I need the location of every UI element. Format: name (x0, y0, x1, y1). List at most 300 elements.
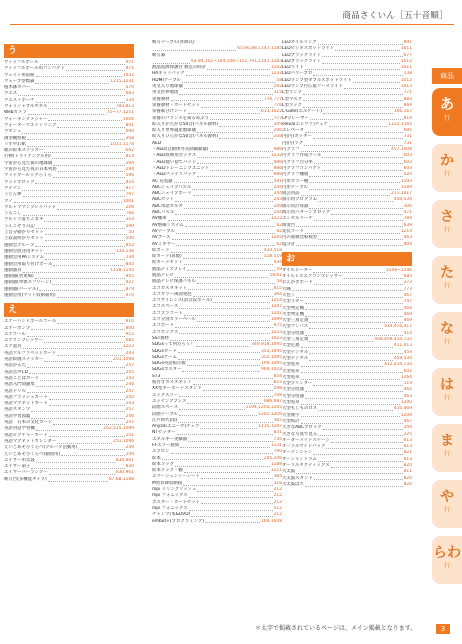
entry-name: 演示用計算器 (282, 203, 309, 209)
entry-pages: 247 (125, 363, 134, 369)
entry-pages: 520 (403, 172, 412, 178)
dot-leader (61, 455, 124, 456)
entry-pages: 364 (273, 291, 282, 297)
dot-leader (175, 277, 269, 278)
dot-leader (197, 157, 270, 158)
dot-leader (331, 467, 403, 468)
index-entry (4, 477, 134, 483)
entry-name: ウォッシャブルタオル (4, 104, 48, 110)
dot-leader (197, 491, 272, 492)
entry-pages: 915 (125, 331, 134, 337)
kana-tab[interactable] (432, 368, 462, 416)
dot-leader (36, 462, 115, 463)
dot-leader (57, 443, 112, 444)
dot-leader (45, 240, 125, 241)
kana-tab-suffix: 行 (443, 507, 450, 514)
entry-name: 運動器(更迷場) (4, 274, 34, 280)
kana-tab[interactable] (432, 312, 462, 360)
entry-name: 栄養教材・カードセット (152, 102, 201, 108)
dot-leader (179, 415, 257, 416)
entry-name: L型マスク (282, 96, 303, 102)
entry-pages: 469 (403, 318, 412, 324)
entry-name: AV整線システム (152, 222, 184, 228)
entry-pages: 59 (276, 266, 282, 272)
dot-leader (176, 233, 276, 234)
dot-leader (153, 63, 190, 64)
entry-name: 大きな写真で見る (282, 431, 318, 437)
entry-name: ・AED(自動体外式除細動器) (152, 147, 209, 153)
entry-pages: 245 (125, 394, 134, 400)
entry-pages: 969,1018 (261, 367, 282, 373)
entry-pages: 1204 (400, 412, 412, 418)
kana-tab[interactable] (432, 536, 462, 584)
dot-leader (188, 441, 272, 442)
entry-name: ST3 (152, 373, 161, 379)
entry-name: ウッドブロック (4, 179, 35, 185)
entry-name: AED (152, 140, 162, 146)
dot-leader (305, 69, 400, 70)
entry-name: 円形テーブル (282, 184, 308, 190)
entry-pages: 1205 (270, 235, 282, 241)
entry-name: 絵カード(算数) (152, 254, 182, 260)
entry-name: エンゼルリーチ (282, 216, 313, 222)
kana-tab[interactable] (432, 256, 462, 304)
entry-pages: 353 (125, 217, 134, 223)
entry-pages: 249 (273, 203, 282, 209)
entry-pages: 1135,1197 (258, 424, 282, 430)
dot-leader (197, 163, 272, 164)
entry-name: 円グラフ作成ツール (282, 153, 322, 159)
kana-tab[interactable] (432, 480, 462, 528)
entry-name: 英文世界地図 (152, 90, 179, 96)
dot-leader (193, 296, 273, 297)
entry-name: 大きなABCブロック (282, 425, 322, 431)
entry-pages: 819 (403, 115, 412, 121)
dot-leader (179, 409, 245, 410)
entry-name: エイサー用太鼓 (4, 457, 35, 463)
dot-leader (318, 239, 402, 240)
entry-name: 大型電卓 (282, 374, 300, 380)
entry-name: うどん棒 (4, 192, 22, 198)
entry-name: 映写テーブル(昇降式) (152, 40, 195, 45)
kana-tab[interactable] (432, 200, 462, 248)
entry-name: SDGsポスター (152, 367, 182, 373)
dot-leader (314, 220, 403, 221)
entry-name: embot+(プログラミング) (152, 518, 204, 524)
dot-leader (301, 423, 403, 424)
entry-pages: 642 (125, 148, 134, 154)
entry-name: Anyza(エニーザ)チェア (152, 424, 200, 430)
dot-leader (48, 481, 108, 482)
entry-name: 英語学習図鑑 (4, 413, 31, 419)
dot-leader (193, 195, 273, 196)
entry-name: SST教材 (152, 335, 170, 341)
entry-name: 英文入り地球儀 (152, 84, 183, 90)
entry-pages: 119 (403, 381, 412, 387)
entry-name: 運動会グループ (4, 242, 35, 248)
dot-leader (185, 226, 276, 227)
entry-pages: 212 (273, 493, 282, 499)
entry-pages: 244 (403, 425, 412, 431)
kana-tab-label: あ (440, 97, 454, 113)
entry-name: ウエス (4, 91, 18, 97)
entry-name: 大型デジタル (282, 349, 309, 355)
entry-name: ウッドブールックろくろ (4, 173, 52, 179)
entry-name: チャンツ(本&DVD) (152, 512, 191, 518)
entry-name: オーダーメイドステージ (282, 437, 330, 443)
entry-name: 円の面積比較模型 (282, 235, 318, 241)
dot-leader (309, 353, 403, 354)
entry-pages: 970 (125, 292, 134, 298)
dot-leader (182, 82, 275, 83)
dot-leader (301, 195, 390, 196)
entry-pages: 1214 (400, 228, 412, 234)
dot-leader (52, 158, 125, 159)
entry-pages: 205,206 (263, 455, 282, 461)
dot-leader (314, 479, 403, 480)
entry-name: エコボード (152, 323, 174, 329)
entry-pages: 783,813 (115, 104, 134, 110)
kana-tab[interactable] (432, 424, 462, 472)
entry-pages: 471 (403, 210, 412, 216)
footer-note: ＊太字で掲載されているページは、メイン掲載となります。 (255, 625, 417, 632)
kana-tab-label: な (440, 321, 454, 337)
page-title: 商品さくいん［五十音順］ (342, 11, 448, 21)
page-number: 3 (436, 624, 450, 634)
entry-pages: 1193 (400, 178, 412, 184)
kana-tab-suffix: 行 (443, 451, 450, 458)
entry-pages: 613 (403, 456, 412, 462)
entry-pages: 602 (403, 368, 412, 374)
dot-leader (23, 215, 125, 216)
dot-leader (176, 245, 275, 246)
kana-tab-label: や (440, 489, 454, 505)
entry-pages: 820 (403, 481, 412, 487)
entry-pages: 1118,1145 (110, 267, 134, 273)
entry-pages: 467 (403, 292, 412, 298)
entry-name: 英語フラッシュカード (4, 394, 48, 400)
entry-name: 円形カラー棚 (282, 178, 309, 184)
entry-pages: 786 (125, 211, 134, 217)
dot-leader (177, 434, 273, 435)
kana-tab[interactable] (432, 88, 462, 136)
entry-name: 液晶ディスプレイ (152, 266, 187, 272)
entry-name: 江戸時代(図) (152, 417, 178, 423)
dot-leader (303, 94, 403, 95)
entry-name: 薄型観察板 (4, 135, 26, 141)
dot-leader (183, 485, 272, 486)
dot-leader (18, 95, 124, 96)
entry-name: エイサー扇子 (4, 464, 31, 470)
entry-pages: 209 (273, 121, 282, 127)
kana-tab-suffix: 行 (443, 563, 450, 570)
dot-leader (318, 44, 403, 45)
entry-pages: 316 (273, 480, 282, 486)
kana-tab-label: らわ (433, 545, 461, 561)
entry-pages: 816 (125, 179, 134, 185)
dot-leader (184, 88, 273, 89)
dot-leader (36, 430, 103, 431)
entry-name: 英語マグネットカード (4, 401, 48, 407)
entry-name: 運動器(バーテル) (4, 286, 38, 292)
dot-leader (57, 355, 124, 356)
entry-name: 円グラフコンパクト (282, 165, 321, 171)
entry-pages: 249 (125, 445, 134, 451)
entry-pages: 1013 (400, 84, 412, 90)
entry-pages: 879 (125, 286, 134, 292)
dot-leader (179, 94, 272, 95)
dot-leader (301, 151, 390, 152)
dot-leader (36, 76, 122, 77)
dot-leader (22, 190, 124, 191)
entry-name: 絵本ラック (152, 461, 174, 467)
entry-pages: 773 (403, 286, 412, 292)
entry-name: HAネットバッグ (152, 71, 185, 77)
dot-leader (303, 107, 403, 108)
entry-pages: 852 (125, 242, 134, 248)
entry-pages: 212 (273, 499, 282, 505)
entry-name: 大縄 (282, 286, 291, 292)
dot-leader (210, 119, 273, 120)
entry-pages: 603 (403, 159, 412, 165)
entry-pages: 695 (403, 128, 412, 134)
entry-name: SDGsカード (152, 348, 178, 354)
entry-name: LEDライト (282, 65, 304, 71)
section-heading: う (4, 44, 134, 58)
dot-leader (44, 152, 124, 153)
dot-leader (329, 126, 387, 127)
entry-pages: 50 (128, 230, 134, 236)
dot-leader (305, 132, 403, 133)
entry-name: エコスペース (152, 304, 179, 310)
dot-leader (45, 234, 128, 235)
entry-pages: 685 (403, 274, 412, 280)
entry-name: エコプラコート (152, 310, 183, 316)
entry-pages: 1102 (270, 65, 282, 71)
entry-pages: 212 (273, 512, 282, 518)
kana-tab-suffix: 行 (443, 227, 450, 234)
dot-leader (201, 503, 272, 504)
entry-pages: 243 (125, 401, 134, 407)
entry-pages: 434 (273, 260, 282, 266)
dot-leader (179, 396, 272, 397)
entry-pages: 971 (125, 66, 134, 72)
dot-leader (314, 163, 403, 164)
dot-leader (189, 510, 273, 511)
dot-leader (168, 220, 270, 221)
dot-leader (39, 290, 125, 291)
entry-name: eleva(エレヴァ)チェア (282, 121, 328, 127)
entry-pages: 294 (125, 167, 134, 173)
entry-pages: 986 (273, 165, 282, 171)
dot-leader (313, 272, 385, 273)
entry-name: ウノ (4, 198, 13, 204)
entry-name: 英語 日本の文化カード (4, 420, 53, 426)
entry-name: L型ランプ (282, 90, 303, 96)
entry-pages: 463 (403, 393, 412, 399)
dot-leader (27, 146, 109, 147)
dot-leader (192, 189, 272, 190)
entry-name: ウデテン (4, 185, 22, 191)
dot-leader (219, 126, 273, 127)
entry-pages: 1215,1231 (110, 78, 134, 84)
entry-pages: 735 (273, 436, 282, 442)
entry-name: 液晶電源保護付 教室の時計 (152, 65, 207, 71)
dot-leader (27, 367, 125, 368)
entry-name: オーラルサイドバッグ (282, 444, 326, 450)
entry-name: 円グラフ棚板 (282, 172, 309, 178)
dot-leader (45, 259, 125, 260)
entry-name: ウォーキングメジャー (4, 116, 48, 122)
entry-name: ABCシェイプパズル (152, 184, 192, 190)
entry-pages: 62 (276, 241, 282, 247)
entry-pages: 1189 (400, 184, 412, 190)
dot-leader (309, 341, 373, 342)
entry-pages: 212 (273, 487, 282, 493)
dot-leader (23, 272, 110, 273)
entry-pages: 927 (125, 280, 134, 286)
dot-leader (296, 245, 402, 246)
kana-tab-suffix: 行 (443, 339, 450, 346)
dot-leader (309, 322, 402, 323)
entry-name: えいごあそびくらべ(グループ活動用) (4, 445, 78, 451)
entry-pages: 138 (403, 71, 412, 77)
dot-leader (219, 138, 273, 139)
entry-name: エッチングプレス (152, 398, 187, 404)
entry-pages: 570 (125, 85, 134, 91)
dot-leader (210, 170, 273, 171)
entry-pages: 166,167 (393, 109, 412, 115)
dot-leader (57, 323, 124, 324)
dot-leader (313, 385, 402, 386)
entry-pages: 1012 (400, 58, 412, 64)
entry-name: AVテーブル (152, 228, 175, 234)
dot-leader (175, 466, 270, 467)
dot-leader (27, 139, 125, 140)
dot-leader (175, 327, 273, 328)
entry-pages: 747 (403, 299, 412, 305)
entry-name: 英語音声CD (4, 369, 29, 375)
dot-leader (187, 365, 260, 366)
entry-pages: 1099 (270, 317, 282, 323)
entry-name: オーラルタクティックス (282, 463, 330, 468)
entry-name: L型ラック (282, 102, 302, 108)
entry-pages: 134,136 (115, 248, 134, 254)
dot-leader (193, 384, 273, 385)
dot-leader (187, 270, 275, 271)
entry-name: 大型分度器 (282, 330, 304, 336)
entry-name: AC 充電器 (152, 178, 173, 184)
entry-pages: 467 (403, 418, 412, 424)
kana-tab-suffix: 行 (443, 115, 450, 122)
entry-pages: 457,1008 (391, 147, 412, 153)
dot-leader (179, 308, 270, 309)
entry-pages: 1006 (122, 116, 134, 122)
entry-pages: 955 (125, 274, 134, 280)
entry-name: HDMIケーブル (152, 77, 181, 83)
dot-leader (27, 336, 125, 337)
entry-pages: 384 (273, 474, 282, 480)
entry-name: 塩分計 (282, 241, 296, 247)
entry-pages: 251 (125, 432, 134, 438)
entry-name: 大型プリンター (282, 381, 313, 387)
entry-pages: 910 (125, 319, 134, 325)
entry-pages: 1021,1178 (110, 141, 134, 147)
entry-pages: 986 (273, 147, 282, 153)
dot-leader (35, 246, 124, 247)
section-heading: え (4, 303, 134, 317)
entry-pages: 599 (125, 223, 134, 229)
dot-leader (58, 171, 125, 172)
dot-leader (213, 302, 270, 303)
entry-pages: 686,687 (263, 398, 282, 404)
dot-leader (314, 284, 403, 285)
entry-name: ポスター・カードセット (152, 499, 201, 505)
entry-name: LEDパワーブロ (282, 71, 313, 77)
entry-name: 円(円)カッター (282, 134, 312, 140)
entry-name: 英語入門問題集 (4, 382, 35, 388)
dot-leader (322, 157, 402, 158)
dot-leader (197, 321, 270, 322)
entry-pages: 58 (276, 77, 282, 83)
entry-name: AV棚車 (152, 216, 167, 222)
dot-leader (178, 422, 272, 423)
dot-leader (344, 88, 400, 89)
entry-name: ABCシェイプボード (152, 191, 192, 197)
entry-pages: 1223 (270, 329, 282, 335)
kana-tab-label: た (440, 265, 454, 281)
kana-tab-suffix: 行 (443, 395, 450, 402)
entry-name: 大型電卓 (282, 362, 300, 368)
entry-name: 英語スタンプ (4, 407, 31, 413)
dot-leader (49, 474, 115, 475)
entry-pages: 1214 (270, 298, 282, 304)
entry-pages: 273 (403, 280, 412, 286)
entry-name: 絵入り世界遺産地球儀 (152, 128, 196, 134)
dot-leader (305, 335, 403, 336)
dot-leader (57, 297, 125, 298)
entry-name: 円グラフ百分率 (282, 159, 313, 165)
entry-name: 大型分度器 (282, 393, 304, 399)
entry-pages: 1242 (270, 310, 282, 316)
entry-pages: 1012 (400, 77, 412, 83)
dot-leader (305, 316, 403, 317)
dot-leader (313, 454, 402, 455)
kana-tab[interactable] (432, 144, 462, 192)
dot-leader (78, 449, 124, 450)
entry-name: 延長コード (282, 228, 304, 234)
entry-pages: 854 (273, 373, 282, 379)
entry-pages: 208 (273, 134, 282, 140)
entry-pages: 244 (273, 184, 282, 190)
entry-name: オイルレスエアコンプレッサー (282, 274, 343, 280)
entry-name: エコ分別カラーベール (152, 317, 196, 323)
entry-name: 上自分動かりセット (4, 230, 44, 236)
entry-name: 大型三角定規 (282, 337, 309, 343)
entry-name: ・AEDバッテリパック (152, 172, 197, 178)
dot-leader (66, 70, 125, 71)
dot-leader (187, 403, 262, 404)
dot-leader (57, 209, 125, 210)
entry-pages: 414 (403, 330, 412, 336)
entry-pages: 306 (403, 203, 412, 209)
entry-pages: 677 (403, 52, 412, 58)
dot-leader (186, 75, 270, 76)
dot-leader (309, 176, 402, 177)
entry-name: 枝付きカスタネット (152, 380, 192, 386)
entry-name: 大型デジタル (282, 355, 309, 361)
kana-tab-label: は (440, 377, 454, 393)
